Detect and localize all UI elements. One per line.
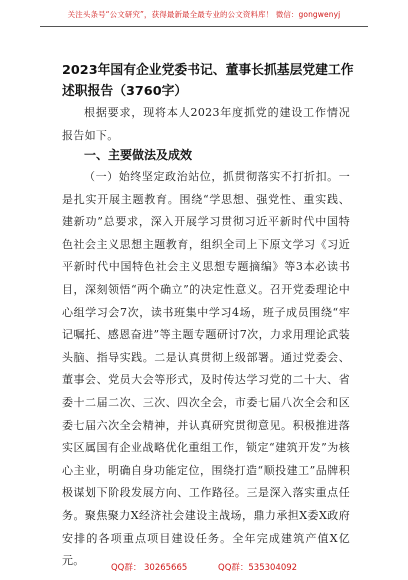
- section-heading: 一、主要做法及成效: [84, 148, 193, 162]
- document-title: 2023年国有企业党委书记、董事长抓基层党建工作述职报告（3760字）: [62, 63, 354, 99]
- footer-qq-group-1: QQ群： 30265665: [110, 563, 188, 573]
- footer-qq-group-2: QQ群：535304092: [218, 563, 298, 573]
- header-divider: [40, 26, 368, 27]
- intro-paragraph: 根据要求，现将本人2023年度抓党的建设工作情况报告如下。: [62, 106, 350, 142]
- footer: [0, 561, 408, 573]
- header-banner: 关注头条号“公文研究”，获得最新最全最专业的公文资料库！ 微信：gongwenyj: [67, 10, 341, 19]
- body-paragraph: （一）始终坚定政治站位，抓贯彻落实不打折扣。一是扎实开展主题教育。围绕“学思想、强党性、重实践、建新功”总要求，深入开展学习贯彻习近平新时代中国特色社会主义思想主题教育，组织全司上下原文学习《习近平新时代中国特色社会主义思想专题摘编》等3本必读书目，深刻领悟“两个确立”的决定性意义。召开党委理论中心组学习会7次，读书班集中学习4场，班子成员围绕“牢记嘱托、感恩奋进”等主题专题研讨7次，力求用理论武装头脑、指导实践。二是认真贯彻上级部署。通过党委会、董事会、党员大会等形式，及时传达学习党的二十大、省委十二届二次、三次、四次全会，市委七届八次全会和区委七届六次全会精神，并认真研究贯彻意见。积极推进落实区属国有企业战略优化重组工作，锁定“建筑开发”为核心主业，明确自身功能定位，围绕打造“顺投建工”品牌积极谋划下阶段发展方向、工作路径。三是深入落实重点任务。聚焦聚力X经济社会建设主战场，鼎力承担X委X政府安排的各项重点项目建设任务。全年完成建筑产值X亿元。: [62, 170, 350, 568]
